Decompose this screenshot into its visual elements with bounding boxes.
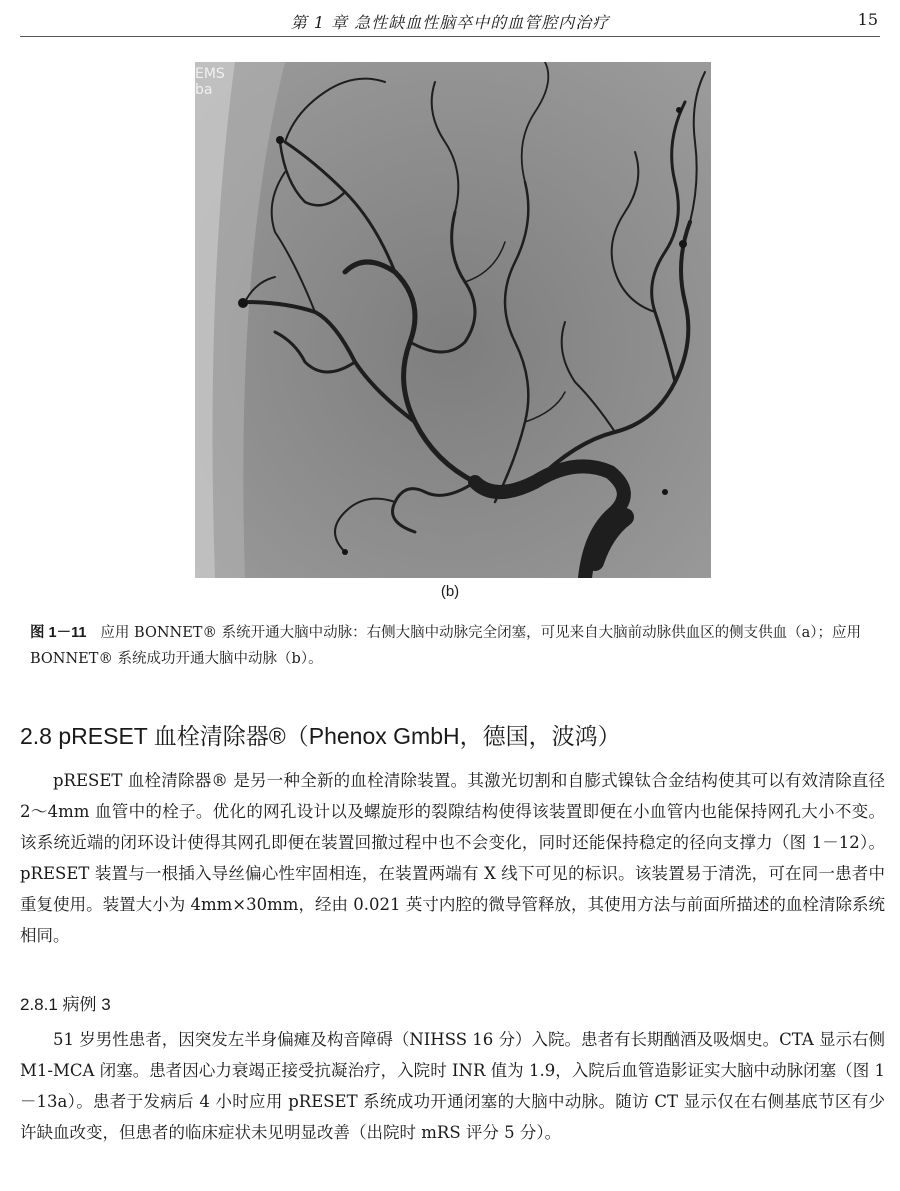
angiogram-image bbox=[195, 62, 711, 578]
section-heading: 2.8 pRESET 血栓清除器®（Phenox GmbH，德国，波鸿） bbox=[20, 723, 621, 749]
page-number: 15 bbox=[857, 10, 878, 29]
figure-caption bbox=[30, 620, 875, 672]
section-paragraph: pRESET 血栓清除器® 是另一种全新的血栓清除装置。其激光切割和自膨式镍钛合金结构使其可以有效清除直径 2～4mm 血管中的栓子。优化的网孔设计以及螺旋形的裂隙结构使得该装置即便在小血管内也能保持网孔大小不变。该系统近端的闭环设计使得其网孔即便在装置回撤过程中也不会变化，同时还能保持稳定的径向支撑力（图 1－12）。pRESET 装置与一根插入导丝偏心性牢固相连，在装置两端有 X 线下可见的标识。该装置易于清洗，可在同一患者中重复使用。装置大小为 4mm×30mm，经由 0.021 英寸内腔的微导管释放，其使用方法与前面所描述的血栓清除系统相同。 bbox=[20, 771, 885, 945]
figure-sublabel: (b) bbox=[440, 583, 460, 600]
case-paragraph: 51 岁男性患者，因突发左半身偏瘫及构音障碍（NIHSS 16 分）入院。患者有长期酗酒及吸烟史。CTA 显示右侧 M1-MCA 闭塞。患者因心力衰竭正接受抗凝治疗，入院时 INR 值为 1.9，入院后血管造影证实大脑中动脉闭塞（图 1－13a）。患者于发病后 4 小时应用 pRESET 系统成功开通闭塞的大脑中动脉。随访 CT 显示仅在右侧基底节区有少许缺血改变，但患者的临床症状未见明显改善（出院时 mRS 评分 5 分）。 bbox=[20, 1030, 885, 1142]
running-header bbox=[20, 0, 880, 37]
caption-text: 应用 BONNET® 系统开通大脑中动脉：右侧大脑中动脉完全闭塞，可见来自大脑前动脉供血区的侧支供血（a）；应用 BONNET® 系统成功开通大脑中动脉（b）。 bbox=[30, 625, 861, 667]
angiogram-drawing bbox=[195, 62, 711, 578]
image-overlay-text bbox=[195, 66, 225, 98]
chapter-title: 第 1 章 急性缺血性脑卒中的血管腔内治疗 bbox=[290, 13, 610, 32]
overlay-line-1: EMS bbox=[195, 66, 225, 82]
subsection-heading: 2.8.1 病例 3 bbox=[20, 995, 111, 1014]
figure-number: 图 1－11 bbox=[30, 625, 87, 641]
overlay-line-2: ba bbox=[195, 82, 213, 98]
